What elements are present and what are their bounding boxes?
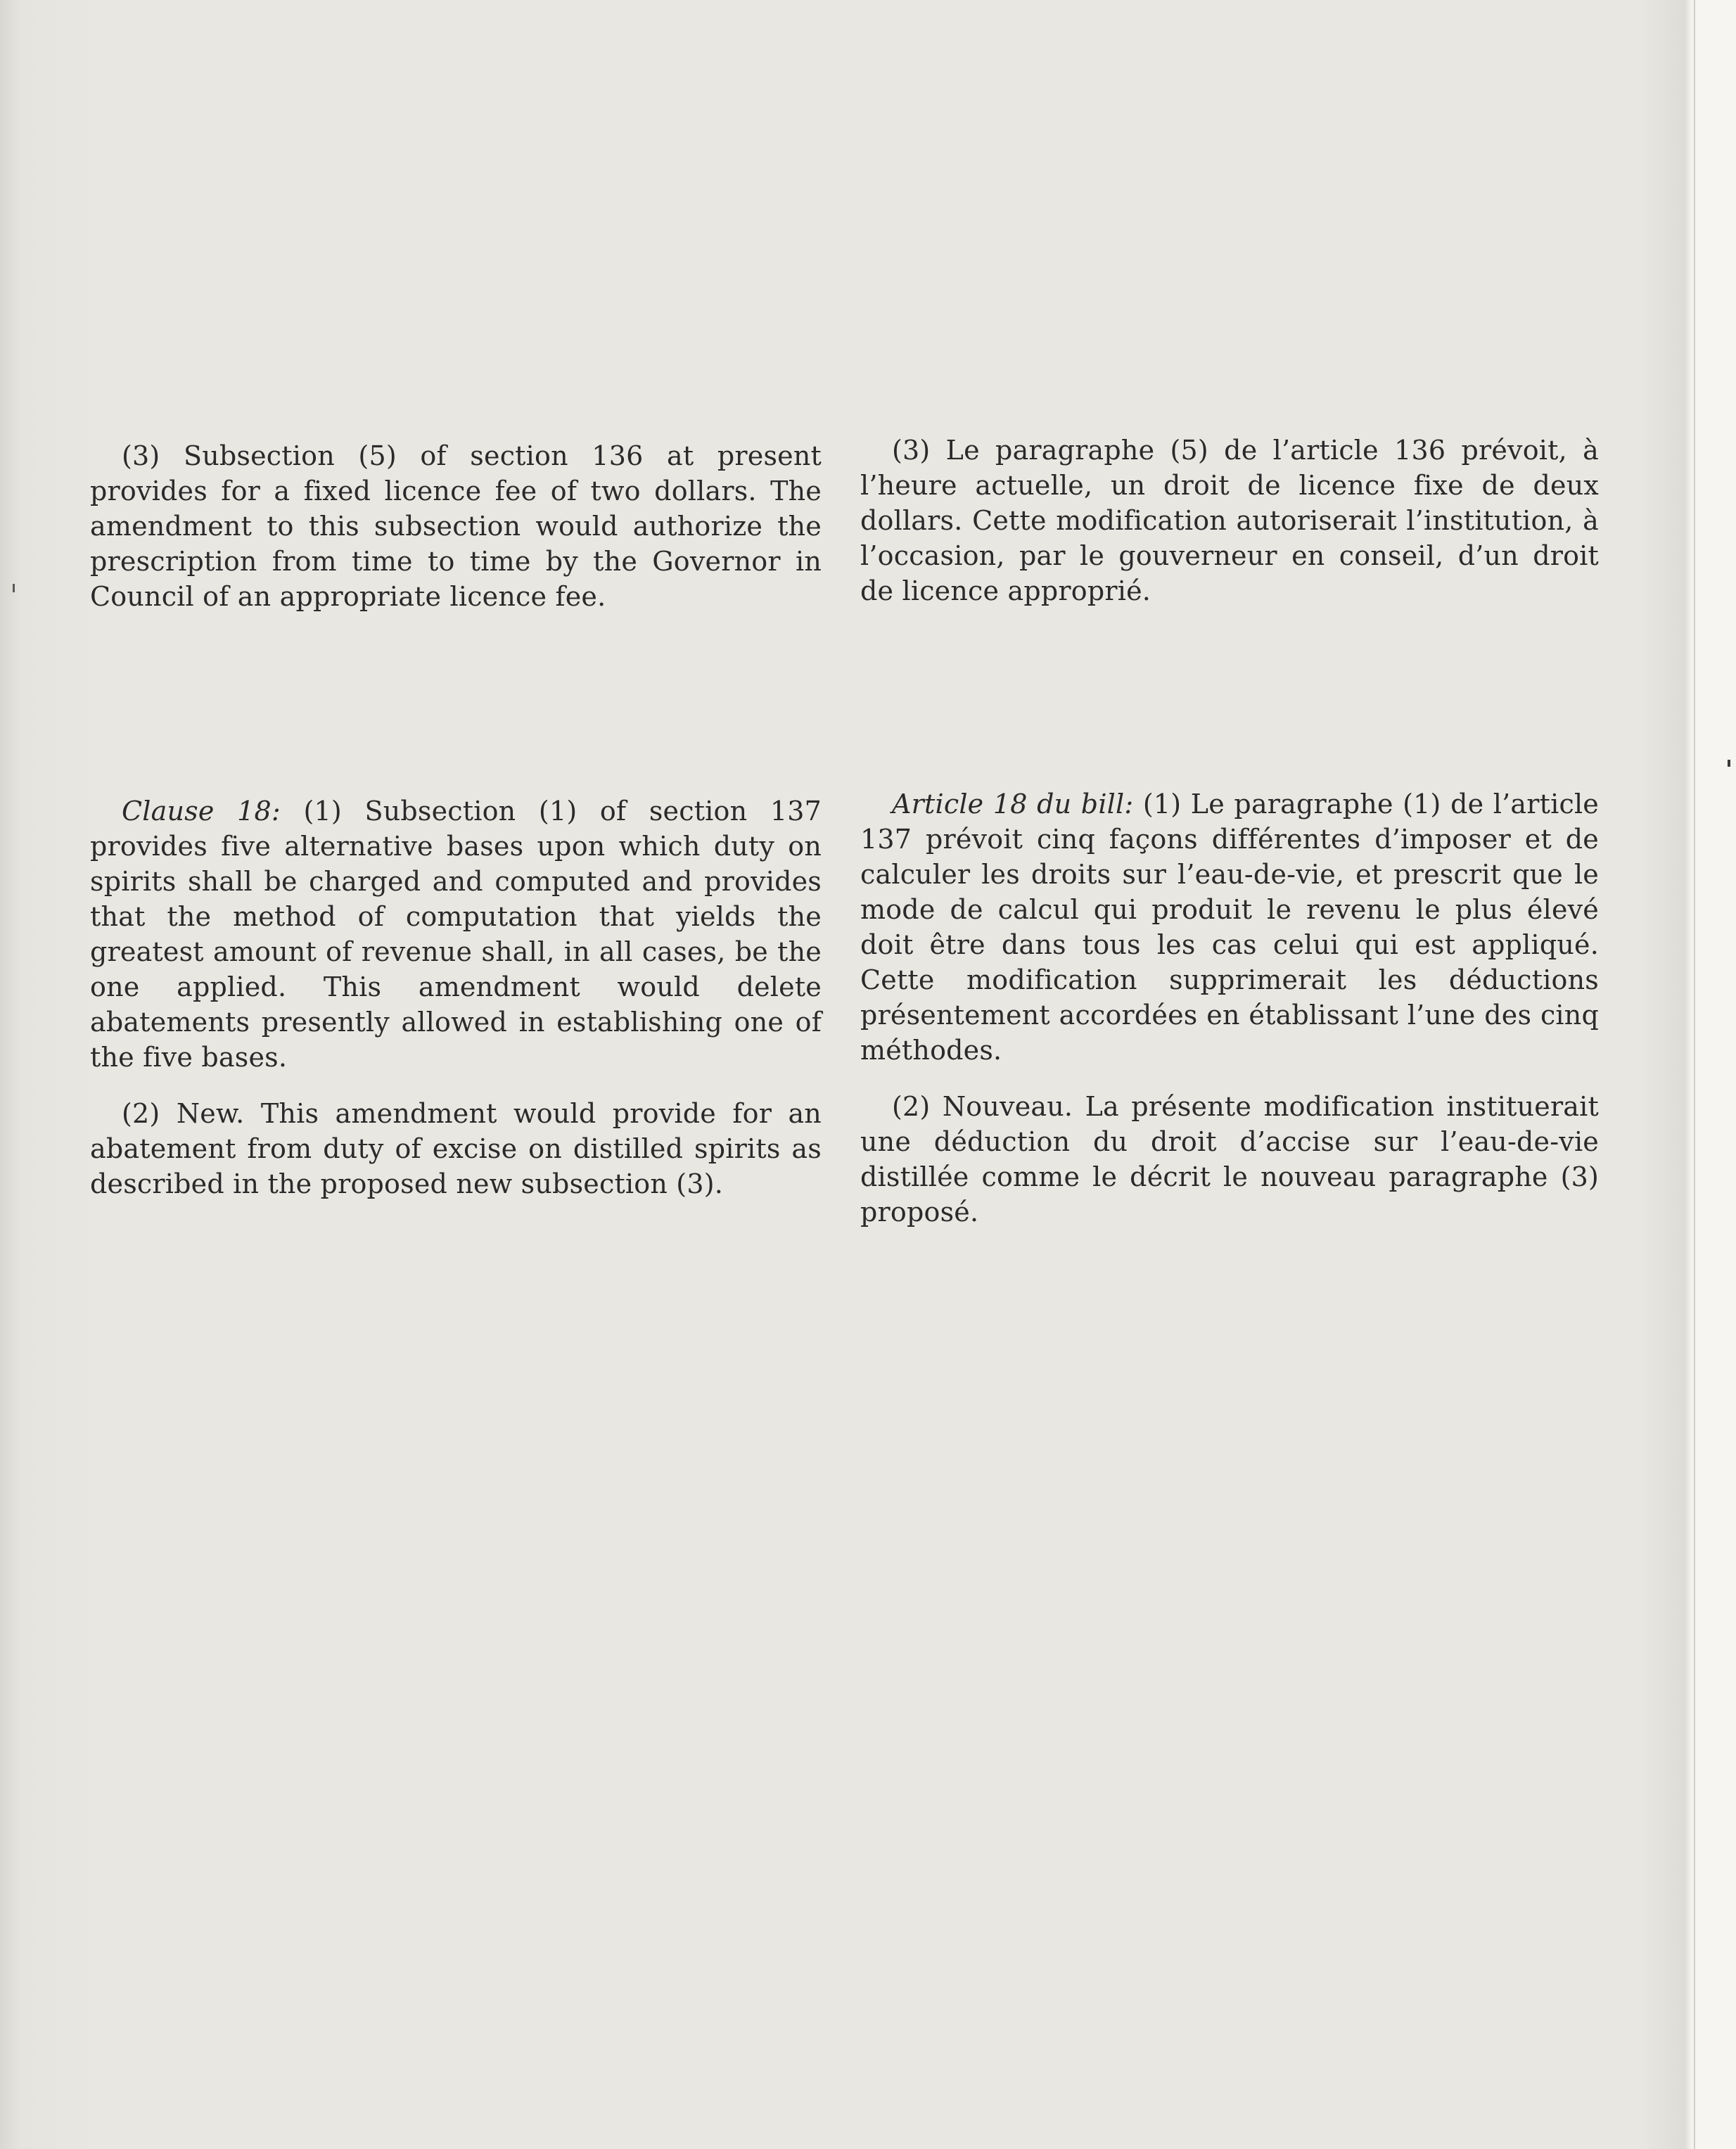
right-column-clause-18	[860, 786, 1599, 1230]
english-paragraph-3: (3) Subsection (5) of section 136 at present provides for a fixed licence fee of two dollars. The amendment to this subsection would authorize the prescription from time to time by the Governor in Council of an appropriate licence fee.	[90, 440, 822, 612]
french-clause-18-paragraph-2: (2) Nouveau. La présente modification instituerait une déduction du droit d’accise sur l’eau-de-vie distillée comme le décrit le nouveau paragraphe (3) proposé.	[860, 1091, 1599, 1227]
left-column-clause-18	[90, 793, 822, 1201]
english-clause-18-paragraph-1	[90, 793, 822, 1075]
french-clause-18-paragraph-1	[860, 786, 1599, 1068]
margin-mark	[1728, 760, 1730, 767]
english-clause-18-paragraph-2: (2) New. This amendment would provide for an abatement from duty of excise on distilled spirits as described in the proposed new subsection (3).	[90, 1098, 822, 1199]
page-edge	[1694, 0, 1736, 2149]
article-text: (1) Le paragraphe (1) de l’article 137 prévoit cinq façons différentes d’imposer et de calculer les droits sur l’eau-de-vie, et prescrit que le mode de calcul qui produit le revenu le plus élevé doit être dans tous les cas celui qui est appliqué. Cette modification supprimerait les déductions présentement accordées en établissant l’une des cinq méthodes.	[860, 789, 1599, 1066]
french-paragraph-3: (3) Le paragraphe (5) de l’article 136 prévoit, à l’heure actuelle, un droit de licence fixe de deux dollars. Cette modification autoriserait l’institution, à l’occasion, par le gouverneur en conseil, d’un droit de licence approprié.	[860, 435, 1599, 606]
margin-mark	[13, 584, 15, 592]
article-heading: Article 18 du bill:	[892, 789, 1134, 820]
right-column-top	[860, 433, 1599, 608]
clause-heading: Clause 18:	[122, 796, 281, 827]
left-column-top	[90, 438, 822, 614]
clause-text: (1) Subsection (1) of section 137 provides five alternative bases upon which duty on spirits shall be charged and computed and provides that the method of computation that yields the greatest amount of revenue shall, in all cases, be the one applied. This amendment would delete abatements presently allowed in establishing one of the five bases.	[90, 796, 822, 1073]
